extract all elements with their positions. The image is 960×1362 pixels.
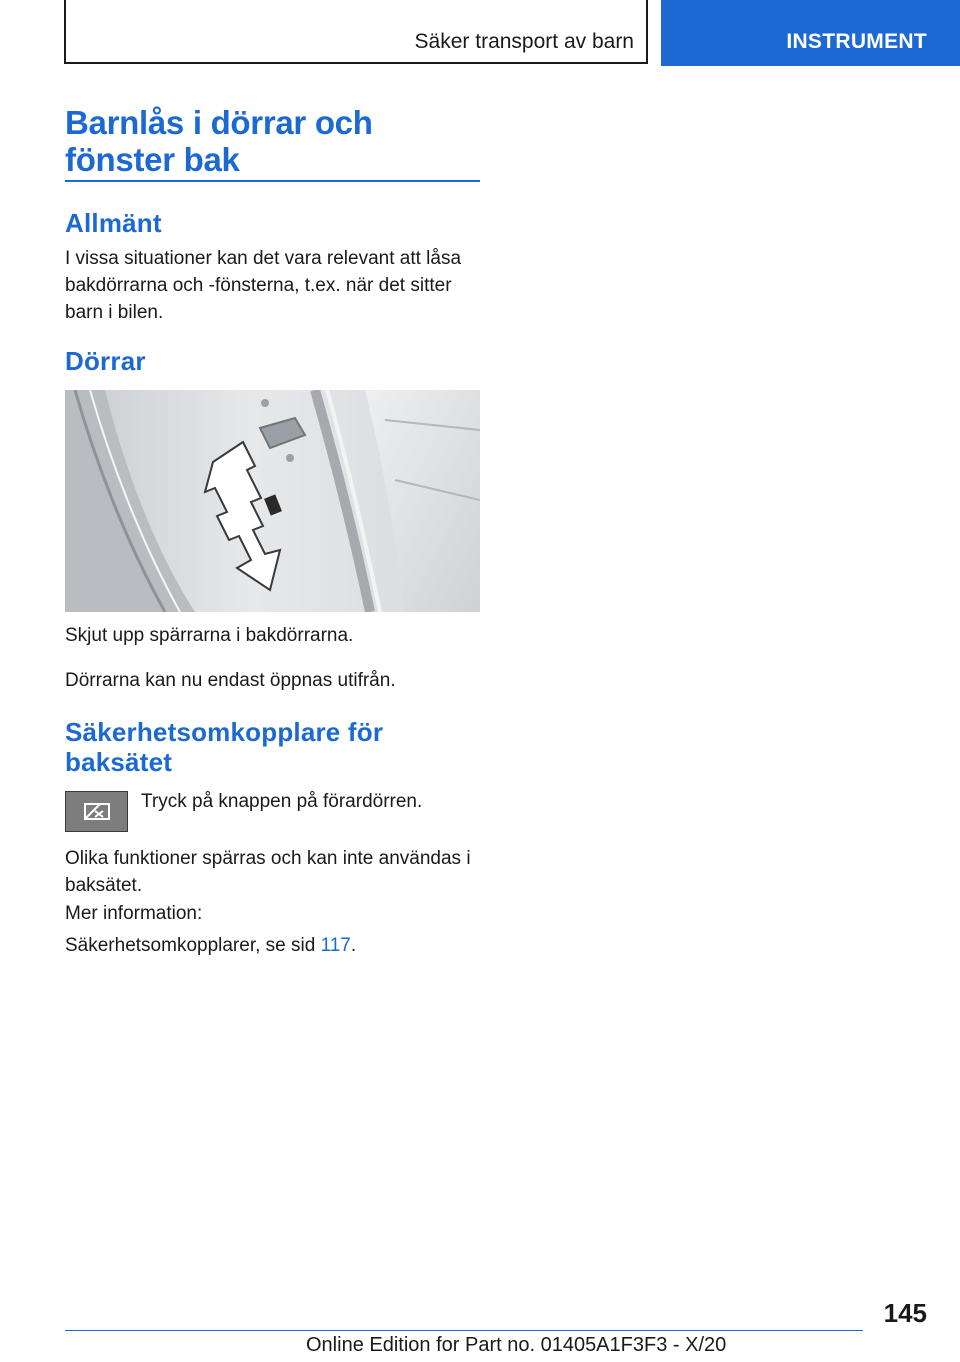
doors-step-2: Dörrarna kan nu endast öppnas utifrån. — [65, 670, 396, 691]
footer-divider — [65, 1330, 863, 1331]
title-divider — [65, 180, 480, 182]
heading-general: Allmänt — [65, 208, 162, 238]
header-box — [64, 0, 648, 64]
chapter-tab[interactable] — [661, 0, 960, 66]
page-reference-link[interactable]: 117 — [320, 935, 351, 956]
safety-switch-text: Olika funktioner spärras och kan inte användas i baksätet. — [65, 848, 471, 896]
reference-end: . — [350, 935, 357, 956]
door-child-lock-image — [65, 390, 480, 612]
more-info-label: Mer information: — [65, 903, 203, 924]
doors-step-1: Skjut upp spärrarna i bakdörrarna. — [65, 625, 354, 646]
window-lock-button-icon — [65, 791, 128, 832]
heading-safety-switch: Säkerhetsomkopplare för baksätet — [65, 717, 384, 777]
page-title: Barnlås i dörrar och fönster bak — [65, 104, 373, 178]
reference-line — [65, 932, 485, 959]
chapter-label: INSTRUMENT — [786, 30, 927, 53]
safety-switch-instruction: Tryck på knappen på förardörren. — [141, 791, 423, 812]
edition-info: Online Edition for Part no. 01405A1F3F3 - X/20 — [306, 1334, 727, 1356]
reference-text: Säkerhetsomkopplarer, se sid — [65, 935, 321, 956]
section-title: Säker transport av barn — [414, 30, 634, 53]
page-number: 145 — [883, 1298, 927, 1328]
general-text: I vissa situationer kan det vara relevant att låsa bakdörrarna och -fönsterna, t.ex. när det sitter barn i bilen. — [65, 248, 462, 323]
heading-doors: Dörrar — [65, 346, 146, 376]
